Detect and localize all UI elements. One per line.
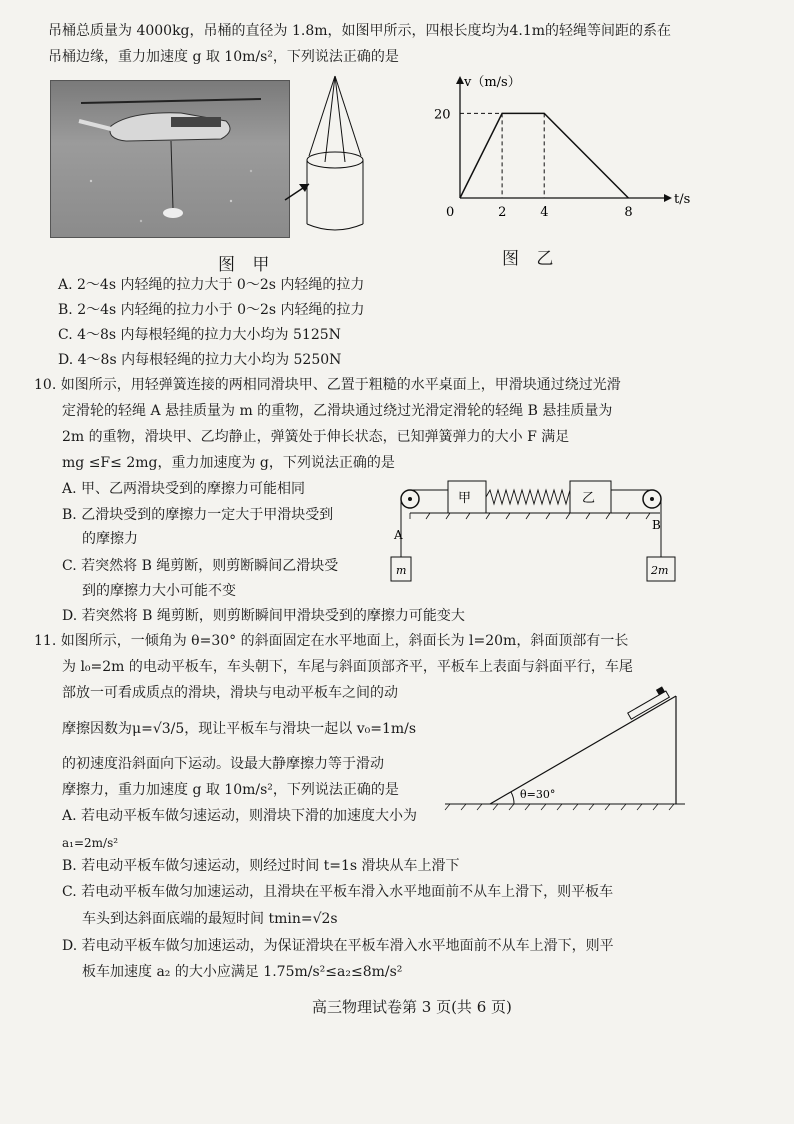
q10-stem-line1: 10. 如图所示，用轻弹簧连接的两相同滑块甲、乙置于粗糙的水平桌面上，甲滑块通过绕过光滑 (34, 377, 621, 393)
q11-option-d: D. 若电动平板车做匀加速运动，为保证滑块在平板车滑入水平地面前不从车上滑下，则平 (62, 938, 614, 954)
q10-option-d: D. 若突然将 B 绳剪断，则剪断瞬间甲滑块受到的摩擦力可能变大 (62, 608, 465, 624)
pulley-system-diagram (390, 475, 680, 595)
page-footer: 高三物理试卷第 3 页(共 6 页) (312, 998, 512, 1016)
q10-stem-line4: mg ≤F≤ 2mg，重力加速度为 g，下列说法正确的是 (62, 455, 395, 471)
q11-option-b: B. 若电动平板车做匀速运动，则经过时间 t=1s 滑块从车上滑下 (62, 858, 460, 874)
x-tick-label: 8 (624, 205, 633, 220)
q9-option-b: B. 2～4s 内轻绳的拉力小于 0～2s 内轻绳的拉力 (58, 302, 365, 318)
q9-option-c: C. 4～8s 内每根轻绳的拉力大小均为 5125N (58, 327, 341, 343)
mass-2m-label: 2m (651, 564, 669, 577)
q10-option-a: A. 甲、乙两滑块受到的摩擦力可能相同 (62, 481, 306, 497)
q10-option-c-cont: 到的摩擦力大小可能不变 (82, 583, 236, 599)
q9-intro-line2: 吊桶边缘，重力加速度 g 取 10m/s²，下列说法正确的是 (48, 49, 399, 65)
y-axis-arrow (456, 76, 464, 84)
angle-label: θ=30° (520, 788, 556, 801)
q11-stem-line3: 部放一可看成质点的滑块，滑块与电动平板车之间的动 (62, 685, 398, 701)
x-axis-arrow (664, 194, 672, 202)
incline-diagram (440, 672, 690, 812)
block-jia-label: 甲 (458, 491, 472, 506)
q11-stem-line6: 摩擦力，重力加速度 g 取 10m/s²，下列说法正确的是 (62, 782, 399, 798)
origin-label: 0 (446, 205, 455, 220)
q9-option-d: D. 4～8s 内每根轻绳的拉力大小均为 5250N (58, 352, 342, 368)
figure-b-caption: 图 乙 (502, 249, 560, 269)
q11-stem-line5: 的初速度沿斜面向下运动。设最大静摩擦力等于滑动 (62, 756, 384, 772)
q11-option-a: A. 若电动平板车做匀速运动，则滑块下滑的加速度大小为 (62, 808, 418, 824)
x-axis-label: t/s (674, 192, 691, 207)
q10-option-b: B. 乙滑块受到的摩擦力一定大于甲滑块受到 (62, 507, 334, 523)
q9-option-a: A. 2～4s 内轻绳的拉力大于 0～2s 内轻绳的拉力 (58, 277, 365, 293)
x-tick-label: 4 (540, 205, 549, 220)
rope-b-label: B (652, 518, 661, 532)
q11-option-c: C. 若电动平板车做匀加速运动，且滑块在平板车滑入水平地面前不从车上滑下，则平板车 (62, 884, 614, 900)
figure-a-caption: 图 甲 (218, 255, 276, 275)
q10-option-b-cont: 的摩擦力 (82, 531, 138, 547)
bucket-diagram (285, 74, 395, 244)
q10-stem-line2: 定滑轮的轻绳 A 悬挂质量为 m 的重物，乙滑块通过绕过光滑定滑轮的轻绳 B 悬挂质量为 (62, 403, 613, 419)
block-yi-label: 乙 (582, 491, 596, 506)
q11-option-c-cont: 车头到达斜面底端的最短时间 tmin=√2s (82, 911, 338, 927)
q11-stem-line4: 摩擦因数为μ=√3/5，现让平板车与滑块一起以 v₀=1m/s (62, 721, 417, 737)
q10-stem-line3: 2m 的重物，滑块甲、乙均静止，弹簧处于伸长状态，已知弹簧弹力的大小 F 满足 (62, 429, 570, 445)
q11-option-a-cont: a₁=2m/s² (62, 836, 119, 850)
y-axis-label: v（m/s） (464, 75, 521, 90)
y-tick-label: 20 (434, 107, 451, 123)
mass-m-label: m (396, 564, 407, 577)
x-tick-label: 2 (498, 205, 507, 220)
q9-intro-line1: 吊桶总质量为 4000kg，吊桶的直径为 1.8m，如图甲所示，四根长度均为4.1m的轻绳等间距的系在 (48, 23, 672, 39)
helicopter-photo (50, 80, 290, 238)
q11-stem-line2: 为 l₀=2m 的电动平板车，车头朝下，车尾与斜面顶部齐平，平板车上表面与斜面平行，车尾 (62, 659, 633, 675)
helicopter-image (51, 81, 289, 237)
q10-option-c: C. 若突然将 B 绳剪断，则剪断瞬间乙滑块受 (62, 558, 339, 574)
rope-a-label: A (394, 528, 403, 542)
q11-option-d-cont: 板车加速度 a₂ 的大小应满足 1.75m/s²≤a₂≤8m/s² (82, 964, 403, 980)
velocity-time-chart (420, 75, 691, 228)
q11-stem-line1: 11. 如图所示，一倾角为 θ=30° 的斜面固定在水平地面上，斜面长为 l=20m，斜面顶部有一长 (34, 633, 629, 649)
